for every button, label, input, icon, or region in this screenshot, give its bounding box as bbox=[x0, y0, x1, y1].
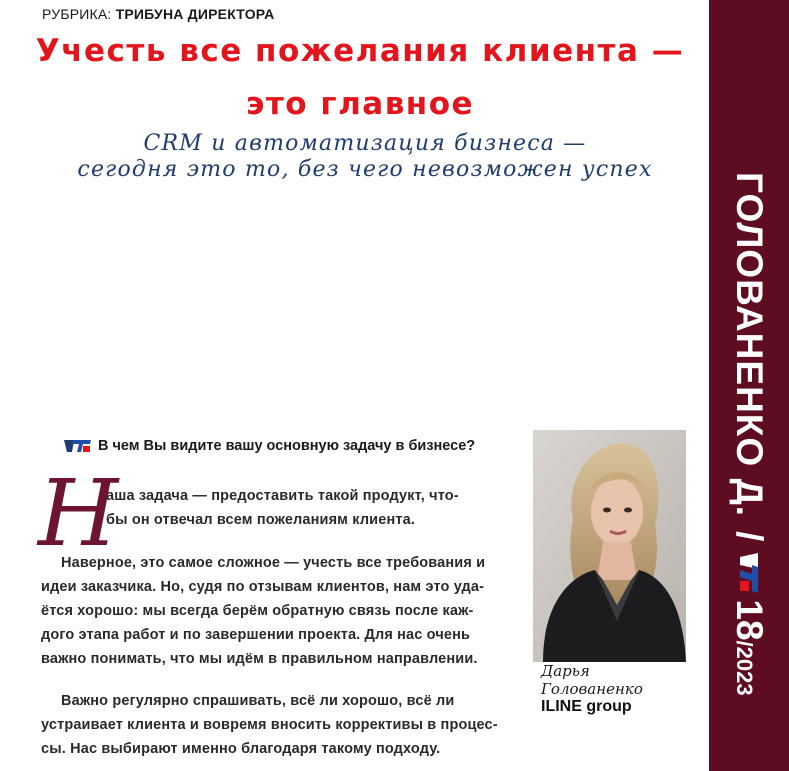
answer-paragraph-3 bbox=[41, 689, 498, 761]
sidebar-vertical-caption bbox=[728, 172, 770, 696]
text-line: ётся хорошо: мы всегда берём обратную связь после каж- bbox=[41, 603, 474, 619]
sidebar-separator: / bbox=[729, 531, 770, 542]
text-line: идеи заказчика. Но, судя по отзывам клиентов, нам это уда- bbox=[41, 579, 485, 595]
portrait-photo bbox=[533, 430, 686, 662]
answer-paragraph-1 bbox=[106, 484, 459, 532]
article-subtitle-line-1: CRM и автоматизация бизнеса — bbox=[143, 131, 587, 156]
magazine-logo-icon bbox=[64, 439, 92, 453]
rubric-label: РУБРИКА: bbox=[42, 6, 112, 22]
text-line: Важно регулярно спрашивать, всё ли хорошо, всё ли bbox=[61, 693, 455, 709]
sidebar-issue-number: 18 bbox=[729, 599, 770, 641]
caption-last-name: Голованенко bbox=[541, 680, 643, 698]
rubric-name: ТРИБУНА ДИРЕКТОРА bbox=[115, 6, 275, 22]
caption-first-name: Дарья bbox=[541, 662, 590, 680]
drop-cap: Н bbox=[38, 460, 119, 567]
text-line: важно понимать, что мы идём в правильном направлении. bbox=[41, 651, 478, 667]
text-line: Наверное, это самое сложное — учесть все требования и bbox=[61, 555, 486, 571]
magazine-logo-icon bbox=[737, 551, 761, 595]
article-subtitle-line-2: сегодня это то, без чего невозможен успех bbox=[77, 157, 653, 182]
text-line: устраивает клиента и вовремя вносить коррективы в процес- bbox=[41, 717, 498, 733]
text-line: аша задача — предоставить такой продукт, что- bbox=[106, 488, 459, 504]
caption-company: ILINE group bbox=[541, 698, 632, 715]
sidebar-issue-year: /2023 bbox=[732, 640, 757, 696]
text-line: сы. Нас выбирают именно благодаря такому подходу. bbox=[41, 741, 441, 757]
text-line: бы он отвечал всем пожеланиям клиента. bbox=[106, 512, 416, 528]
question-text: В чем Вы видите вашу основную задачу в бизнесе? bbox=[98, 438, 476, 454]
rubric bbox=[42, 6, 274, 22]
portrait-illustration bbox=[533, 430, 686, 662]
article-title-line-1: Учесть все пожелания клиента — bbox=[35, 33, 685, 69]
interview-question bbox=[64, 438, 475, 454]
sidebar-person-name: ГОЛОВАНЕНКО Д. bbox=[729, 172, 770, 518]
text-line: дого этапа работ и по завершении проекта. Для нас очень bbox=[41, 627, 471, 643]
answer-paragraph-2 bbox=[41, 551, 485, 671]
article-title-line-2: это главное bbox=[245, 86, 475, 122]
